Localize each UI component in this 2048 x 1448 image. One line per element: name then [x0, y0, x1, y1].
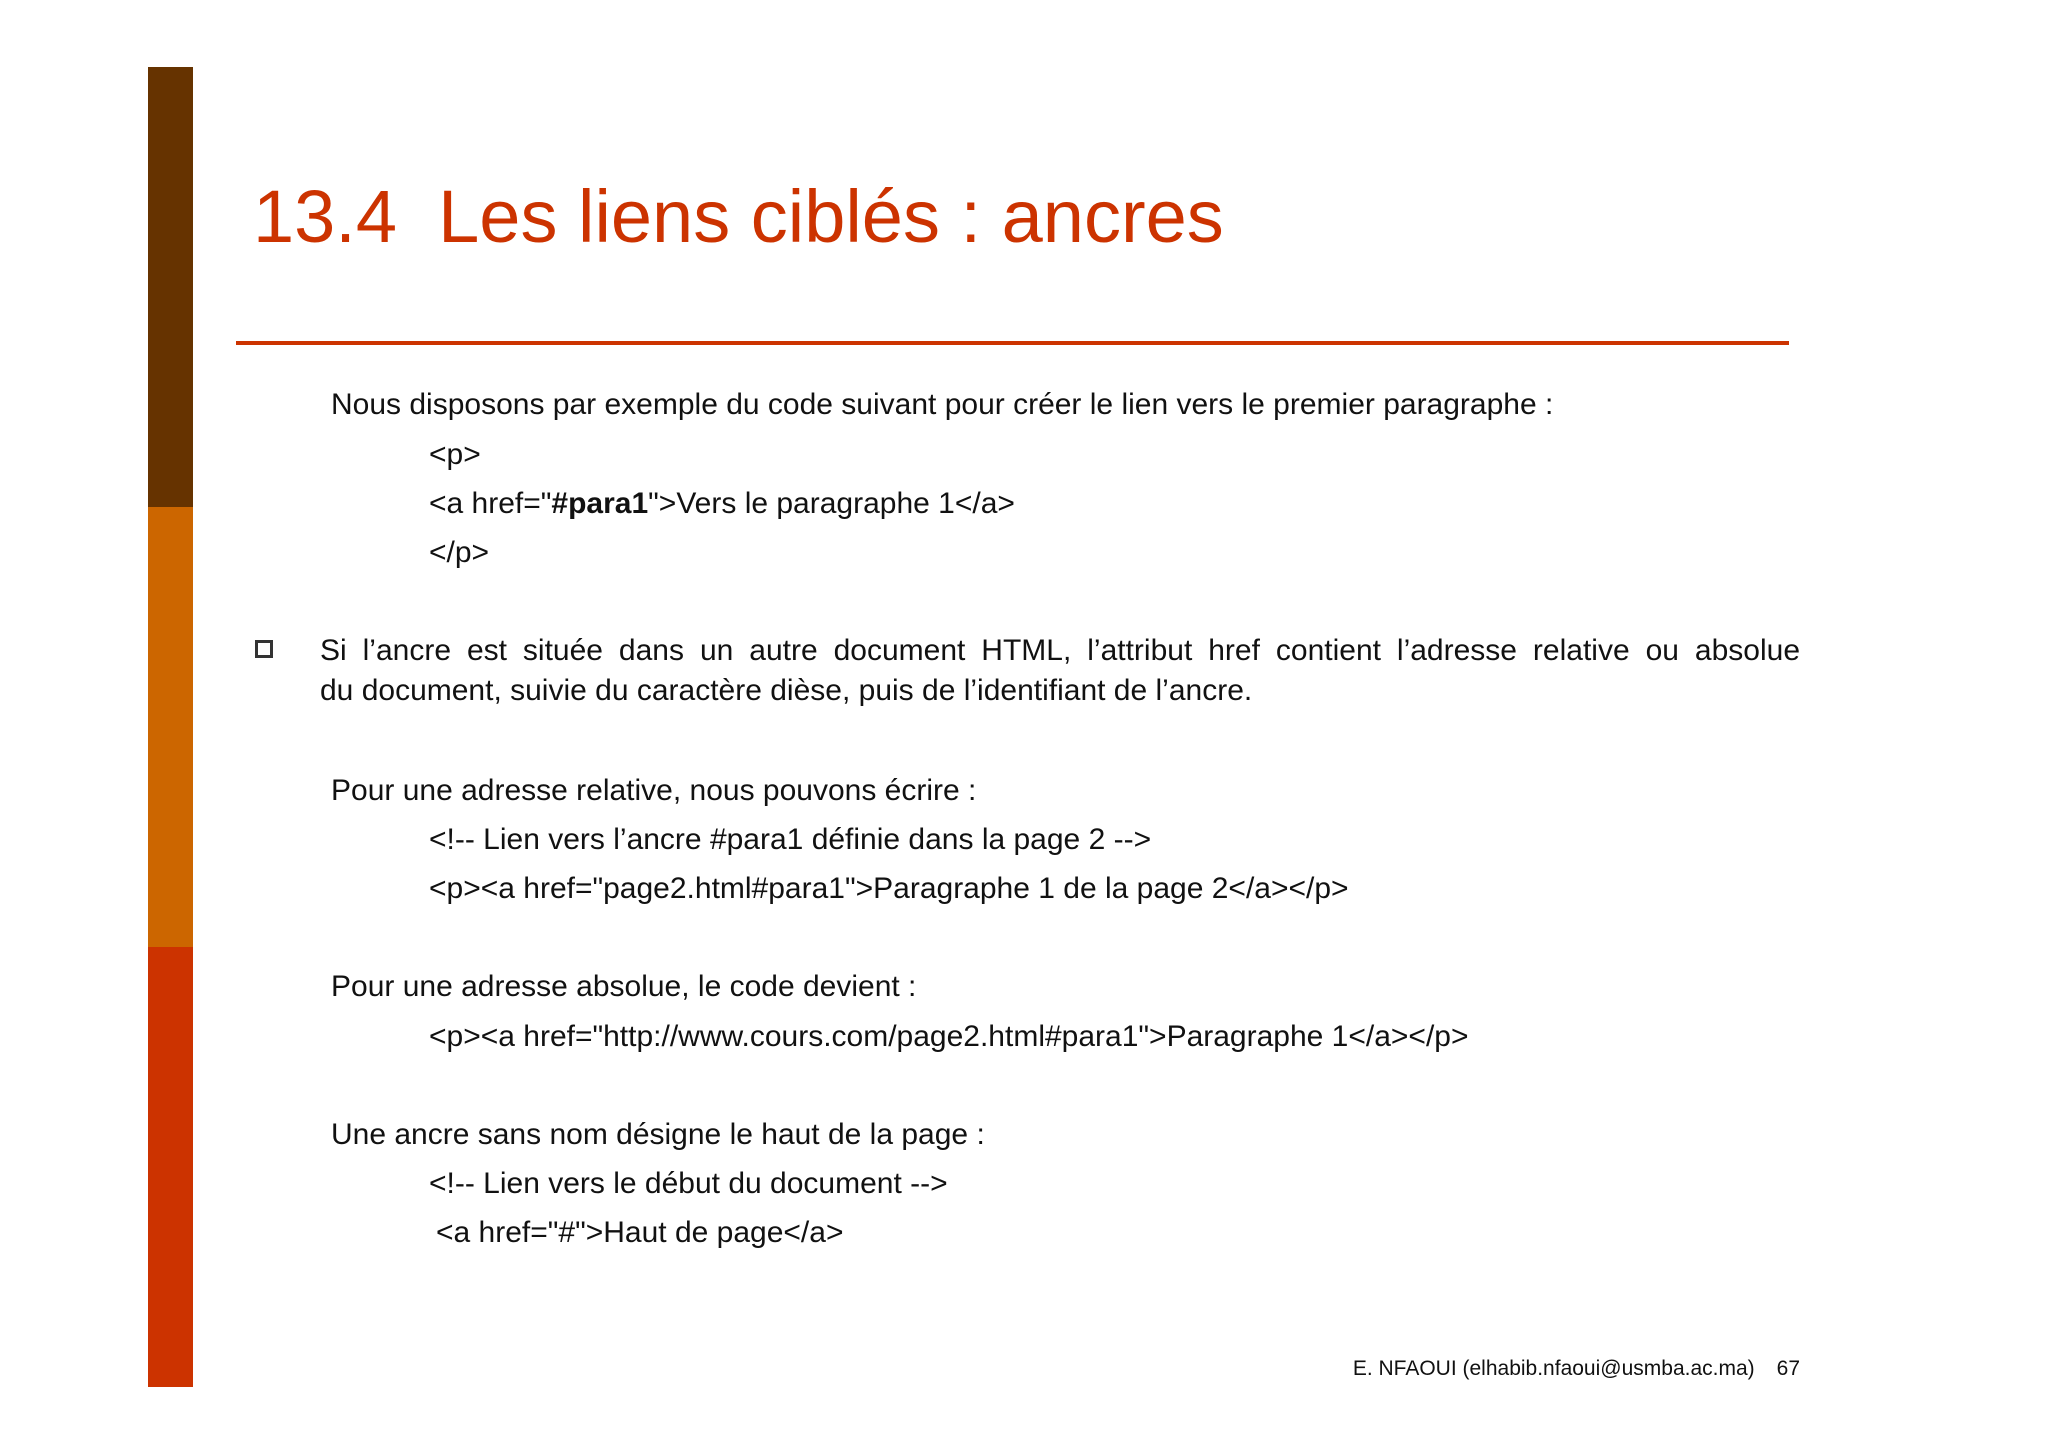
code-line-anchor	[429, 484, 1015, 524]
code-fragment: <a href="	[429, 487, 552, 520]
title-underline	[236, 341, 1789, 345]
code-line: <!-- Lien vers le début du document -->	[429, 1167, 948, 1200]
intro-text: Nous disposons par exemple du code suivant pour créer le lien vers le premier paragraphe :	[331, 388, 1554, 421]
code-line: <p>	[429, 438, 481, 471]
code-line: </p>	[429, 536, 490, 569]
code-line: <p><a href="page2.html#para1">Paragraphe 1 de la page 2</a></p>	[429, 872, 1349, 905]
code-fragment-bold: #para1	[551, 487, 649, 520]
sidebar-segment-top	[148, 67, 193, 507]
code-fragment: ">Vers le paragraphe 1</a>	[648, 487, 1015, 520]
code-line: <a href="#">Haut de page</a>	[436, 1216, 844, 1249]
hollow-square-bullet-icon	[255, 640, 273, 658]
unnamed-anchor-intro: Une ancre sans nom désigne le haut de la page :	[331, 1118, 985, 1151]
bullet-line: Si l’ancre est située dans un autre document HTML, l’attribut href contient l’adresse relative ou absolue	[320, 634, 1800, 667]
relative-intro: Pour une adresse relative, nous pouvons écrire :	[331, 774, 977, 807]
sidebar-segment-bottom	[148, 947, 193, 1387]
footer-author: E. NFAOUI (elhabib.nfaoui@usmba.ac.ma)	[1352, 1357, 1755, 1380]
absolute-intro: Pour une adresse absolue, le code devient :	[331, 970, 917, 1003]
bullet-line: du document, suivie du caractère dièse, puis de l’identifiant de l’ancre.	[320, 674, 1253, 707]
code-line: <!-- Lien vers l’ancre #para1 définie dans la page 2 -->	[429, 823, 1152, 856]
sidebar-segment-middle	[148, 507, 193, 947]
slide-title: 13.4 Les liens ciblés : ancres	[253, 175, 1224, 258]
slide-footer	[1353, 1355, 1800, 1383]
code-line: <p><a href="http://www.cours.com/page2.html#para1">Paragraphe 1</a></p>	[429, 1020, 1469, 1053]
page-number: 67	[1776, 1357, 1800, 1380]
bullet-paragraph	[320, 631, 1800, 711]
decorative-sidebar	[148, 67, 193, 1387]
